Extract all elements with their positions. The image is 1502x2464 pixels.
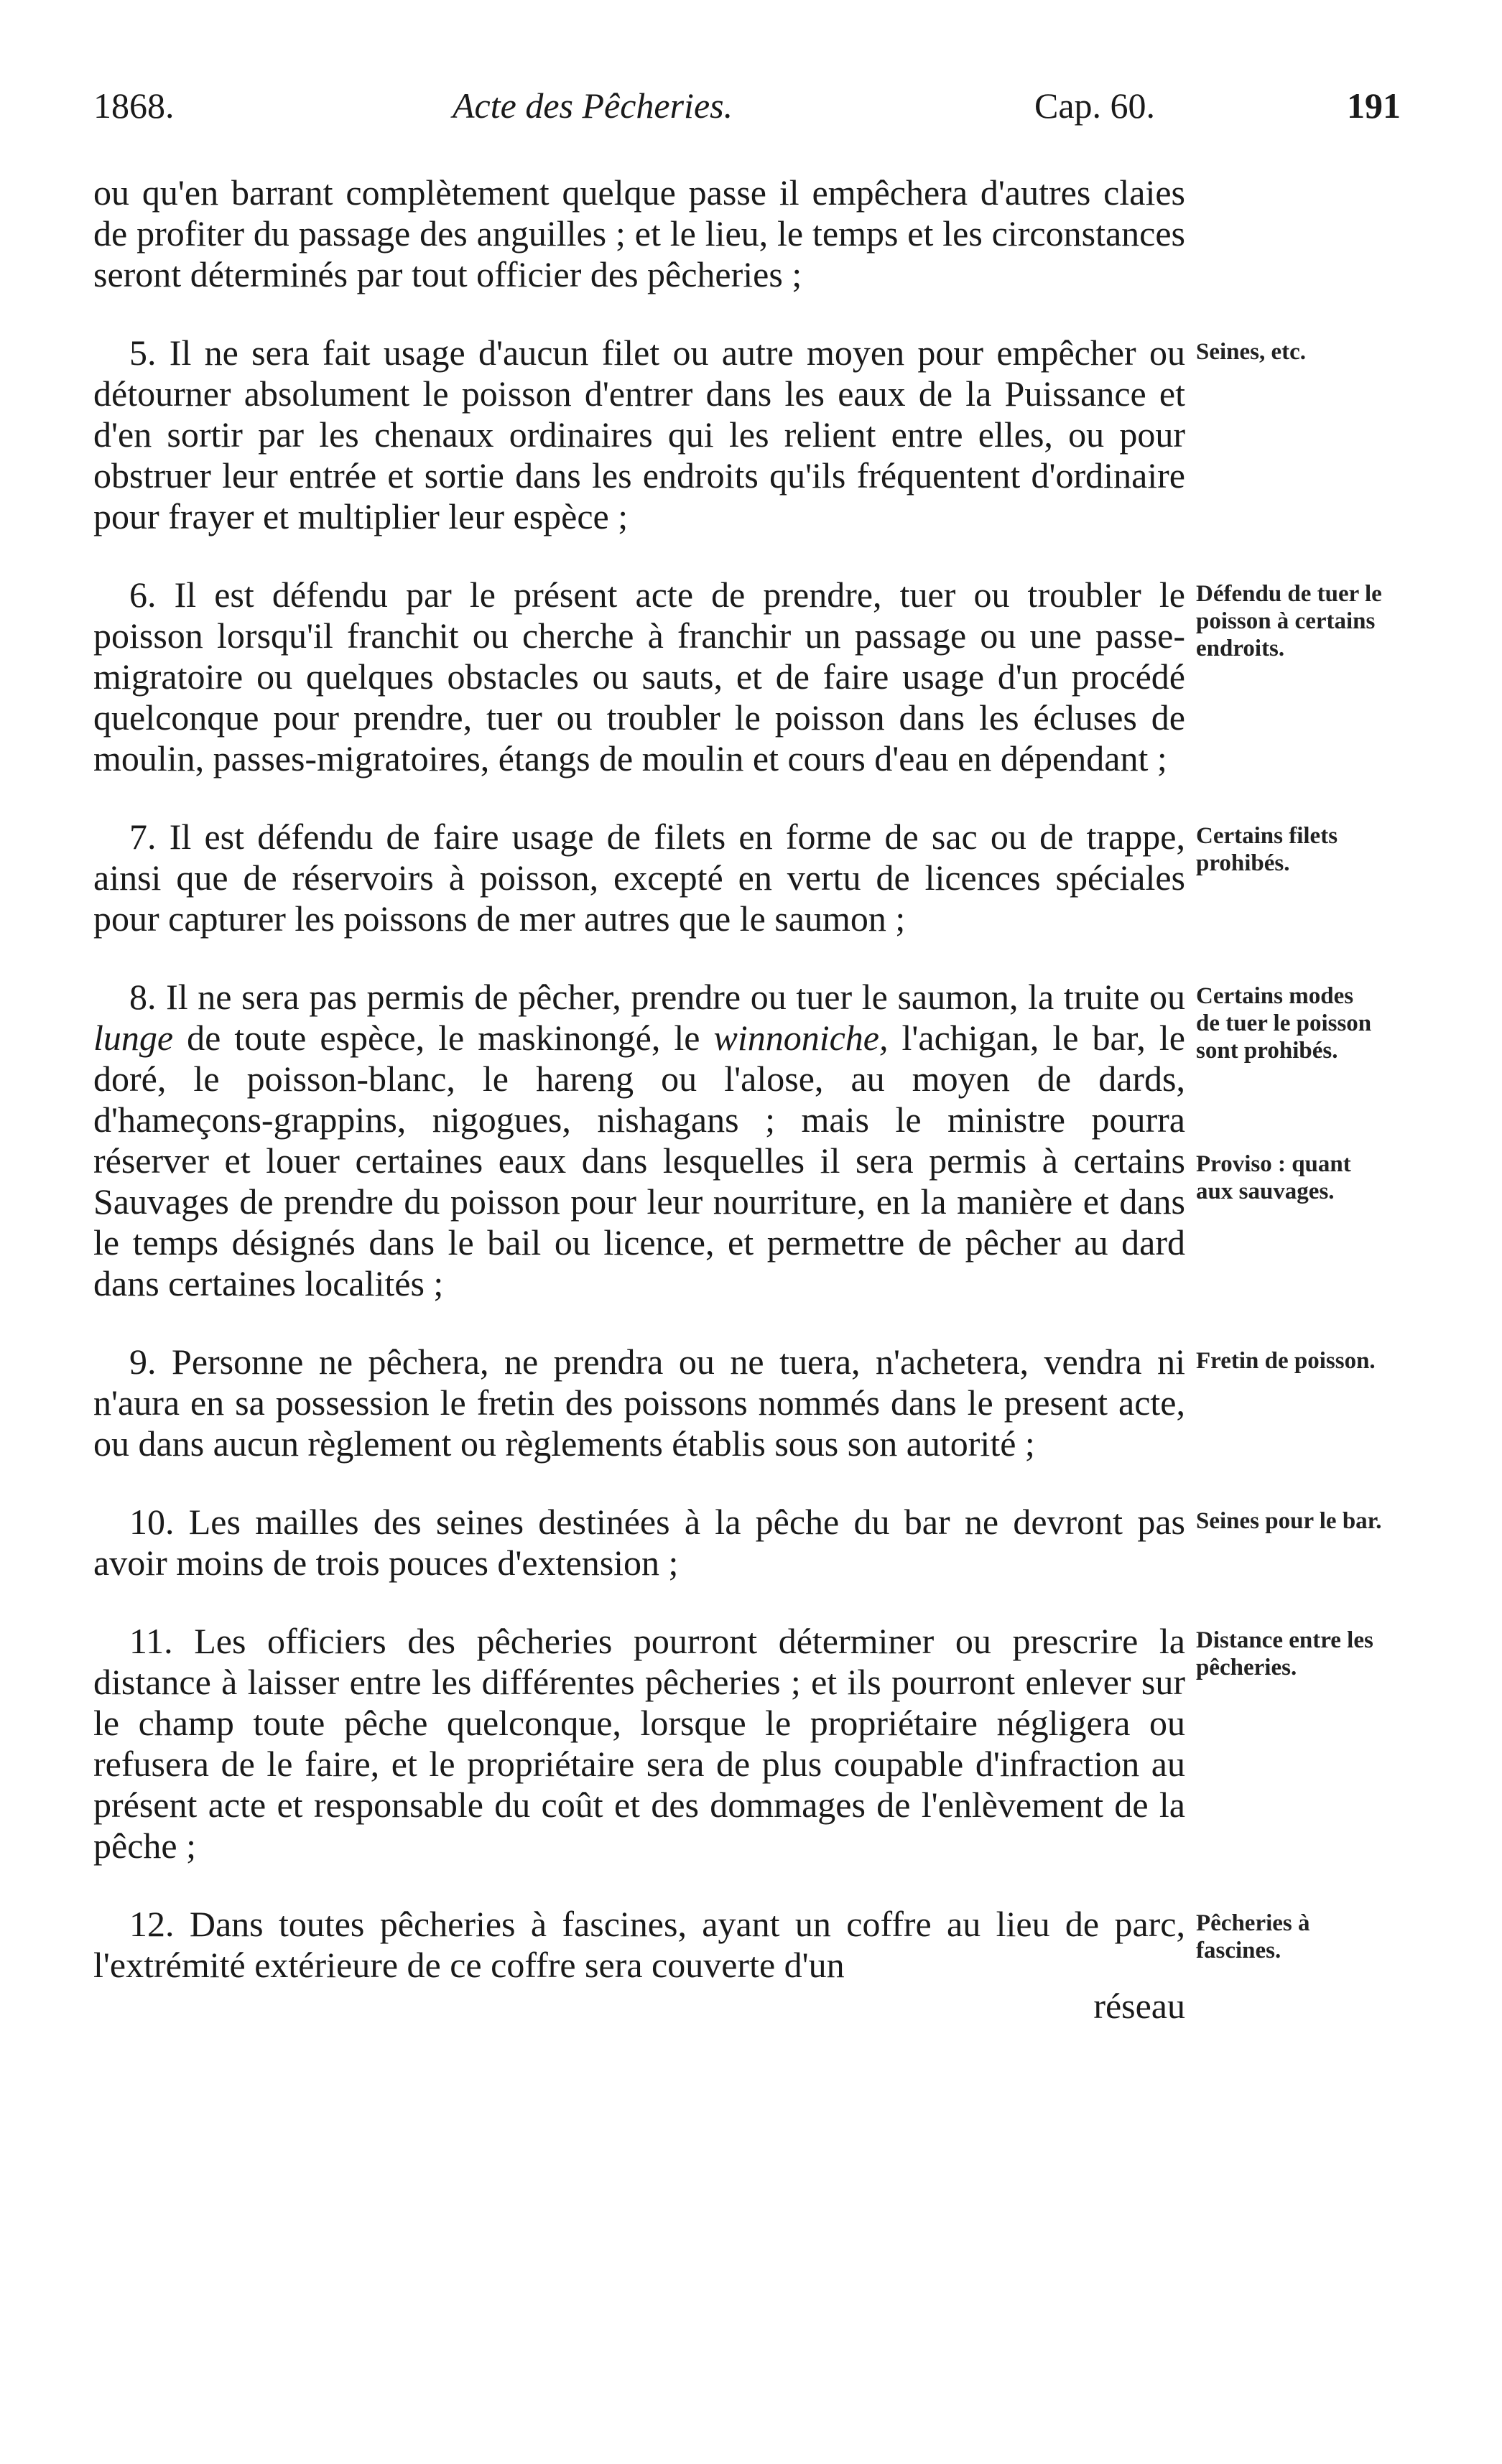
margin-note-5: Seines, etc. <box>1196 339 1307 365</box>
header-chapter: Cap. 60. <box>1034 85 1156 126</box>
section-7 <box>93 817 1338 939</box>
body-text <box>93 172 1382 2064</box>
paragraph-8 <box>93 977 1185 1304</box>
section-8 <box>93 977 1372 1304</box>
section-12 <box>93 1904 1310 2027</box>
header-year: 1868. <box>93 85 175 126</box>
catchword: réseau <box>1093 1986 1185 2026</box>
paragraph-8-part-2: de toute espèce, le maskinongé, le <box>173 1018 714 1058</box>
header-page-number: 191 <box>1347 85 1401 126</box>
section-9 <box>93 1342 1376 1464</box>
margin-note-7: Certains filets prohibés. <box>1196 823 1338 876</box>
margin-note-11: Distance entre les pêcheries. <box>1196 1627 1373 1680</box>
section-10 <box>93 1502 1382 1584</box>
paragraph-6: 6. Il est défendu par le présent acte de prendre, tuer ou troubler le poisson lorsqu'il franchit ou cherche à franchir un passage ou une passe-migratoire ou quelques obstacles ou sauts, et de faire usage d'un procédé quelconque pour prendre, tuer ou troubler le poisson dans les écluses de moulin, passes-migratoires, étangs de moulin et cours d'eau en dépendant ; <box>93 575 1185 778</box>
section-11 <box>93 1621 1373 1866</box>
paragraph-8-italic-winnoniche: winnoniche, <box>713 1018 889 1058</box>
paragraph-11: 11. Les officiers des pêcheries pourront déterminer ou prescrire la distance à laisser entre les différentes pêcheries ; et ils pourront enlever sur le champ toute pêche quelconque, lorsque le propriétaire négligera ou refusera de le faire, et le propriétaire sera de plus coupable d'infraction au présent acte et responsable du coût et des dommages de l'enlèvement de la pêche ; <box>93 1621 1185 1866</box>
page-header <box>93 85 1401 149</box>
paragraph-5: 5. Il ne sera fait usage d'aucun filet ou autre moyen pour empêcher ou détourner absolument le poisson d'entrer dans les eaux de la Puissance et d'en sortir par les chenaux ordinaires qui les relient entre elles, ou pour obstruer leur entrée et sortie dans les endroits qu'ils fréquentent d'ordinaire pour frayer et multiplier leur espèce ; <box>93 333 1185 536</box>
paragraph-continuation: ou qu'en barrant complètement quelque passe il empêchera d'autres claies de profiter du passage des anguilles ; et le lieu, le temps et les circonstances seront déterminés par tout officier des pêcheries ; <box>93 172 1185 294</box>
margin-note-9: Fretin de poisson. <box>1196 1348 1376 1374</box>
paragraph-9: 9. Personne ne pêchera, ne prendra ou ne tuera, n'achetera, vendra ni n'aura en sa possession le fretin des poissons nommés dans le present acte, ou dans aucun règlement ou règlements établis sous son autorité ; <box>93 1342 1185 1464</box>
paragraph-8-italic-lunge: lunge <box>93 1018 174 1058</box>
section-6 <box>93 575 1382 779</box>
margin-note-6: Défendu de tuer le poisson à certains endroits. <box>1196 581 1382 661</box>
section-continuation <box>93 172 1185 295</box>
margin-note-10: Seines pour le bar. <box>1196 1508 1382 1534</box>
margin-note-8: Certains modes de tuer le poisson sont prohibés. <box>1196 983 1372 1064</box>
header-title: Acte des Pêcheries. <box>453 85 733 126</box>
margin-note-12: Pêcheries à fascines. <box>1196 1910 1310 1963</box>
paragraph-7: 7. Il est défendu de faire usage de filets en forme de sac ou de trappe, ainsi que de réservoirs à poisson, excepté en vertu de licences spéciales pour capturer les poissons de mer autres que le saumon ; <box>93 817 1185 939</box>
margin-note-8-proviso: Proviso : quant aux sauvages. <box>1196 1151 1351 1204</box>
paragraph-10: 10. Les mailles des seines destinées à la pêche du bar ne devront pas avoir moins de trois pouces d'extension ; <box>93 1502 1185 1583</box>
paragraph-8-part-1: 8. Il ne sera pas permis de pêcher, prendre ou tuer le saumon, la truite ou <box>129 977 1185 1017</box>
paragraph-12: 12. Dans toutes pêcheries à fascines, ayant un coffre au lieu de parc, l'extrémité extérieure de ce coffre sera couverte d'un <box>93 1904 1185 1985</box>
section-5 <box>93 333 1307 537</box>
paragraph-8-part-3: l'achigan, le bar, le doré, le poisson-blanc, le hareng ou l'alose, au moyen de dards, d'hameçons-grappins, nigogues, nishagans ; mais le ministre pourra réserver et louer certaines eaux dans lesquelles il sera permis à certains Sauvages de prendre du poisson pour leur nourriture, en la manière et dans le temps désignés dans le bail ou licence, et permettre de pêcher au dard dans certaines localités ; <box>93 1018 1185 1303</box>
